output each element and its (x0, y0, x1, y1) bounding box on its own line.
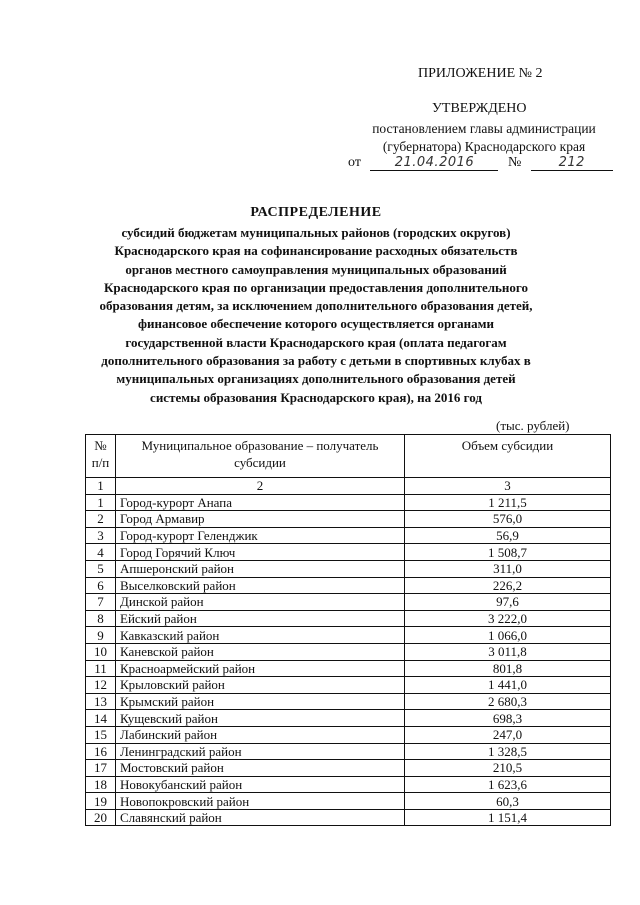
row-amount: 2 680,3 (405, 693, 611, 710)
row-number: 20 (86, 809, 116, 826)
row-number: 1 (86, 494, 116, 511)
table-row (86, 793, 611, 810)
header-amount: Объем субсидии (405, 435, 611, 478)
document-title: РАСПРЕДЕЛЕНИЕ (250, 205, 382, 220)
column-number: 2 (116, 478, 405, 495)
subtitle-line: муниципальных организациях дополнительного образования детей (116, 371, 516, 387)
header-municipality: Муниципальное образование – получатель субсидии (116, 435, 405, 478)
subsidy-table (85, 434, 611, 826)
row-number: 16 (86, 743, 116, 760)
approval-authority (364, 120, 604, 156)
row-amount: 1 441,0 (405, 677, 611, 694)
column-number: 1 (86, 478, 116, 495)
row-amount: 60,3 (405, 793, 611, 810)
table-row (86, 627, 611, 644)
table-row (86, 760, 611, 777)
table-row (86, 560, 611, 577)
row-number: 18 (86, 776, 116, 793)
table-row (86, 494, 611, 511)
row-amount: 1 508,7 (405, 544, 611, 561)
table-header-row (86, 435, 611, 478)
row-number: 13 (86, 693, 116, 710)
row-number: 5 (86, 560, 116, 577)
row-amount: 311,0 (405, 560, 611, 577)
subtitle-line: дополнительного образования за работу с детьми в спортивных клубах в (101, 353, 531, 369)
row-number: 17 (86, 760, 116, 777)
date-number-line (348, 155, 613, 171)
table-row (86, 809, 611, 826)
table-row (86, 743, 611, 760)
document-subtitle (96, 224, 536, 407)
row-number: 10 (86, 643, 116, 660)
row-number: 7 (86, 594, 116, 611)
subtitle-line: Краснодарского края по организации предоставления дополнительного (103, 279, 529, 295)
row-number: 12 (86, 677, 116, 694)
row-number: 3 (86, 527, 116, 544)
row-municipality: Красноармейский район (116, 660, 405, 677)
annex-label: ПРИЛОЖЕНИЕ № 2 (418, 66, 543, 81)
table-row (86, 544, 611, 561)
table-row (86, 726, 611, 743)
row-municipality: Выселковский район (116, 577, 405, 594)
table-row (86, 594, 611, 611)
row-amount: 56,9 (405, 527, 611, 544)
header-number: № п/п (86, 435, 116, 478)
row-amount: 576,0 (405, 511, 611, 528)
row-amount: 1 151,4 (405, 809, 611, 826)
row-number: 2 (86, 511, 116, 528)
row-municipality: Ленинградский район (116, 743, 405, 760)
row-municipality: Крыловский район (116, 677, 405, 694)
subtitle-line: органов местного самоуправления муниципальных образований (125, 261, 507, 277)
row-amount: 801,8 (405, 660, 611, 677)
row-amount: 1 066,0 (405, 627, 611, 644)
row-municipality: Кущевский район (116, 710, 405, 727)
column-number: 3 (405, 478, 611, 495)
row-municipality: Город-курорт Геленджик (116, 527, 405, 544)
subtitle-line: Краснодарского края на софинансирование расходных обязательств (114, 243, 518, 259)
table-row (86, 660, 611, 677)
approved-label: УТВЕРЖДЕНО (432, 101, 527, 116)
approval-authority-line-1: постановлением главы администрации (372, 121, 596, 136)
table-row (86, 710, 611, 727)
row-amount: 1 211,5 (405, 494, 611, 511)
approval-authority-line-2: (губернатора) Краснодарского края (382, 139, 586, 154)
table-row (86, 776, 611, 793)
row-amount: 1 623,6 (405, 776, 611, 793)
row-municipality: Новокубанский район (116, 776, 405, 793)
subtitle-line: образования детям, за исключением дополнительного образования детей, (99, 298, 533, 314)
row-number: 19 (86, 793, 116, 810)
row-number: 8 (86, 610, 116, 627)
row-number: 14 (86, 710, 116, 727)
row-number: 4 (86, 544, 116, 561)
row-municipality: Ейский район (116, 610, 405, 627)
table-row (86, 643, 611, 660)
row-number: 11 (86, 660, 116, 677)
row-municipality: Мостовский район (116, 760, 405, 777)
subtitle-line: финансовое обеспечение которого осуществляется органами (137, 316, 495, 332)
table-row (86, 677, 611, 694)
row-amount: 97,6 (405, 594, 611, 611)
row-municipality: Каневской район (116, 643, 405, 660)
row-amount: 247,0 (405, 726, 611, 743)
row-amount: 210,5 (405, 760, 611, 777)
row-amount: 3 011,8 (405, 643, 611, 660)
handwritten-date: 21.04.2016 (370, 155, 498, 171)
table-row (86, 527, 611, 544)
row-municipality: Город Горячий Ключ (116, 544, 405, 561)
table-row (86, 610, 611, 627)
units-label: (тыс. рублей) (496, 418, 570, 433)
row-municipality: Кавказский район (116, 627, 405, 644)
table-row (86, 577, 611, 594)
row-municipality: Динской район (116, 594, 405, 611)
row-municipality: Город Армавир (116, 511, 405, 528)
column-number-row (86, 478, 611, 495)
row-municipality: Славянский район (116, 809, 405, 826)
row-amount: 1 328,5 (405, 743, 611, 760)
row-municipality: Город-курорт Анапа (116, 494, 405, 511)
row-number: 9 (86, 627, 116, 644)
table-body (86, 494, 611, 826)
subtitle-line: системы образования Краснодарского края), на 2016 год (150, 389, 482, 405)
row-amount: 3 222,0 (405, 610, 611, 627)
row-municipality: Новопокровский район (116, 793, 405, 810)
row-amount: 226,2 (405, 577, 611, 594)
handwritten-number: 212 (531, 155, 613, 171)
date-prefix: от (348, 155, 361, 170)
row-number: 15 (86, 726, 116, 743)
subtitle-line: государственной власти Краснодарского края (оплата педагогам (125, 334, 507, 350)
row-municipality: Крымский район (116, 693, 405, 710)
row-municipality: Апшеронский район (116, 560, 405, 577)
table-row (86, 693, 611, 710)
subtitle-line: субсидий бюджетам муниципальных районов (городских округов) (121, 225, 511, 240)
row-amount: 698,3 (405, 710, 611, 727)
row-municipality: Лабинский район (116, 726, 405, 743)
row-number: 6 (86, 577, 116, 594)
number-prefix: № (507, 155, 522, 170)
table-row (86, 511, 611, 528)
